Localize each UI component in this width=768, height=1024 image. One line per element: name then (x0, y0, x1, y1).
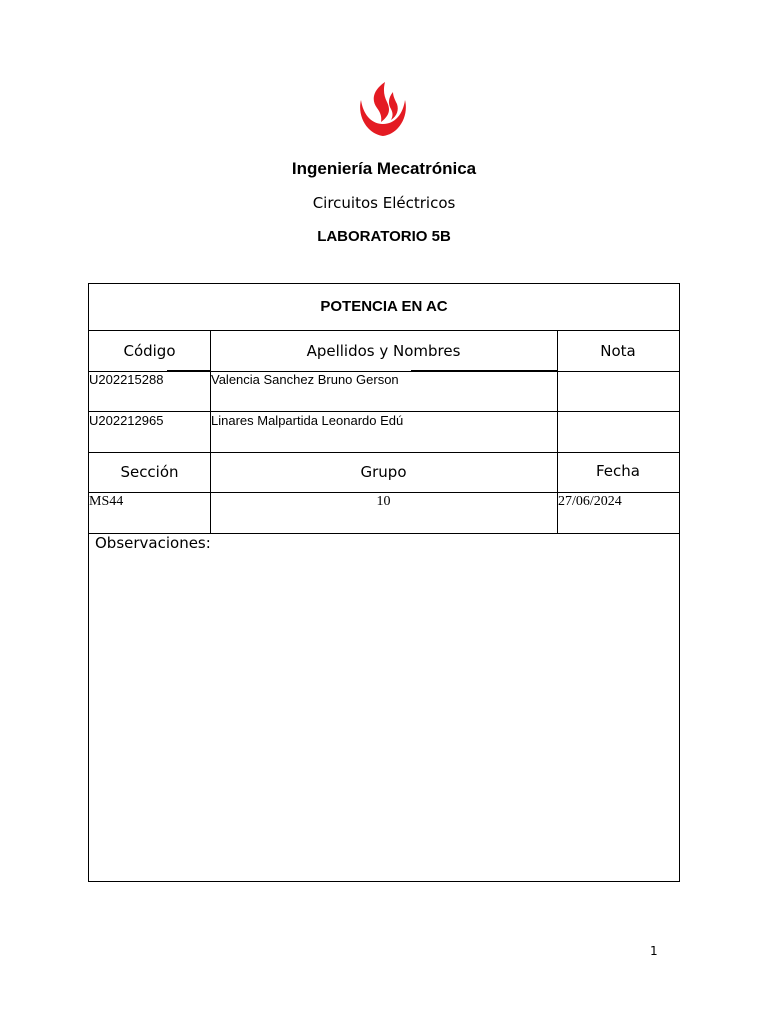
column-header-date: Fecha (596, 462, 640, 480)
report-table (88, 283, 680, 882)
student-name: Linares Malpartida Leonardo Edú (211, 413, 404, 428)
course-name: Circuitos Eléctricos (312, 194, 456, 212)
column-header-section: Sección (120, 463, 179, 481)
row-divider (89, 330, 679, 331)
column-header-grade: Nota (600, 342, 636, 360)
student-name: Valencia Sanchez Bruno Gerson (211, 372, 399, 387)
table-title: POTENCIA EN AC (320, 298, 448, 315)
row-divider (89, 492, 679, 493)
section-value: MS44 (89, 494, 124, 509)
group-value: 10 (376, 494, 391, 509)
column-header-name: Apellidos y Nombres (306, 342, 461, 360)
flame-logo-icon (355, 78, 411, 140)
page-title: Ingeniería Mecatrónica (291, 159, 477, 178)
page-number: 1 (650, 944, 658, 958)
column-header-group: Grupo (360, 463, 407, 481)
lab-title: LABORATORIO 5B (317, 228, 451, 245)
student-code: U202212965 (89, 413, 164, 428)
observations-label: Observaciones: (95, 534, 211, 552)
underline-segment (167, 370, 211, 371)
date-value: 27/06/2024 (558, 494, 622, 509)
row-divider (89, 411, 679, 412)
underline-segment (411, 370, 558, 371)
row-divider (89, 452, 679, 453)
student-code: U202215288 (89, 372, 164, 387)
column-header-code: Código (123, 342, 176, 360)
university-logo (355, 78, 411, 140)
